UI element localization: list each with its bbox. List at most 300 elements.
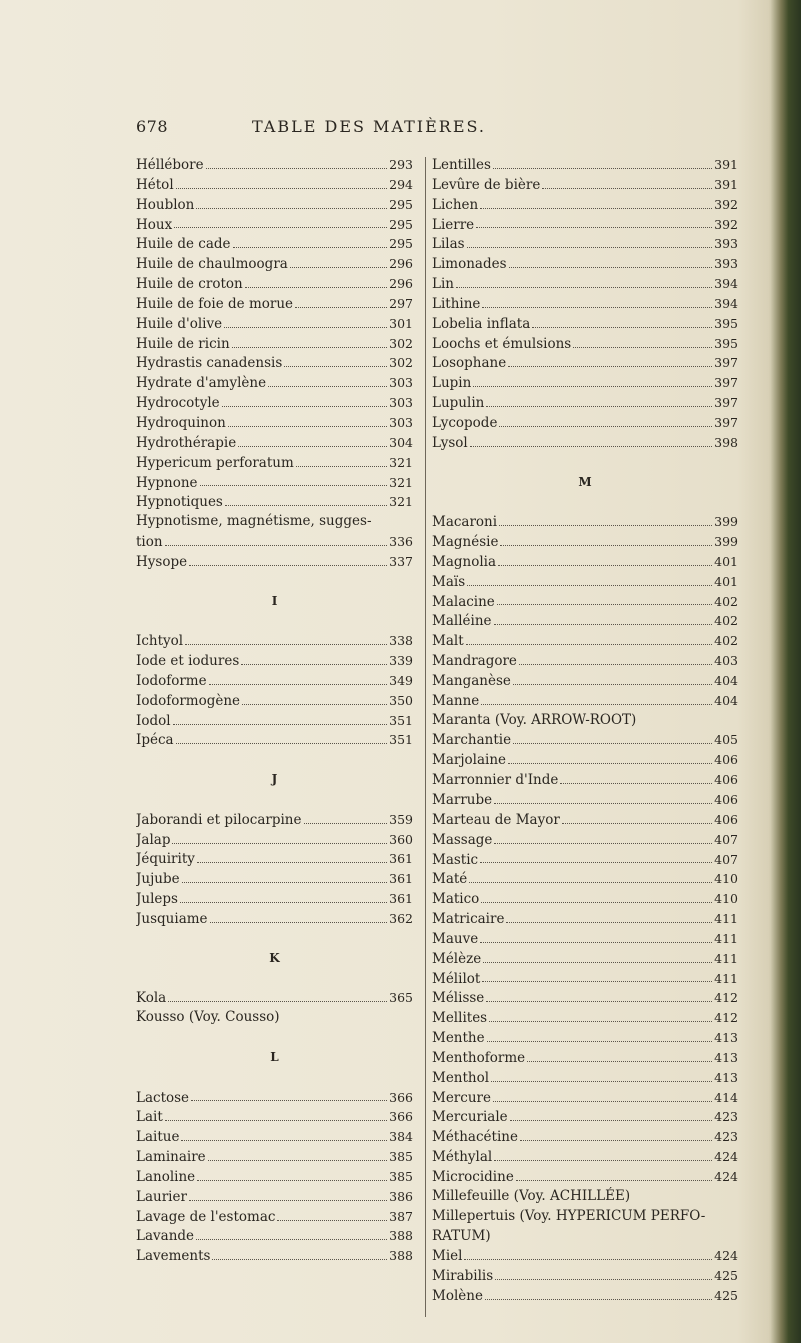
entry-page-number: 403	[714, 653, 738, 669]
entry-term: Huile de chaulmoogra	[136, 256, 288, 273]
index-entry	[136, 849, 413, 869]
entry-page-number: 424	[714, 1248, 738, 1264]
entry-page-number: 397	[714, 355, 738, 371]
entry-term: Jalap	[136, 831, 171, 848]
dot-leader	[493, 168, 712, 169]
entry-term: Molène	[432, 1288, 483, 1305]
dot-leader	[200, 485, 388, 486]
dot-leader	[513, 684, 712, 685]
entry-term: Kousso (Voy. Cousso)	[136, 1009, 280, 1026]
index-entry	[136, 413, 413, 433]
entry-term: Marchantie	[432, 732, 512, 749]
dot-leader	[498, 565, 712, 566]
dot-leader	[562, 823, 712, 824]
index-entry	[136, 512, 413, 532]
entry-page-number: 404	[714, 692, 738, 708]
index-entry	[432, 215, 738, 235]
dot-leader	[520, 1140, 712, 1141]
entry-page-number: 296	[389, 276, 413, 292]
entry-term: Mélisse	[432, 990, 485, 1007]
entry-page-number: 424	[714, 1149, 738, 1165]
dot-leader	[165, 545, 388, 546]
entry-page-number: 303	[389, 375, 413, 391]
index-entry	[432, 1127, 738, 1147]
entry-page-number: 410	[714, 891, 738, 907]
dot-leader	[181, 1140, 387, 1141]
entry-page-number: 397	[714, 375, 738, 391]
dot-leader	[485, 1299, 712, 1300]
entry-term: Marjolaine	[432, 752, 507, 769]
entry-term: Lavande	[136, 1228, 195, 1245]
entry-page-number: 411	[714, 911, 738, 927]
index-entry	[432, 592, 738, 612]
dot-leader	[486, 1001, 712, 1002]
entry-term: Lentilles	[432, 157, 491, 173]
index-entry	[136, 453, 413, 473]
dot-leader	[480, 208, 712, 209]
section-letter: L	[270, 1050, 279, 1065]
dot-leader	[268, 386, 387, 387]
dot-leader	[489, 1021, 712, 1022]
entry-term: Menthe	[432, 1030, 485, 1047]
dot-leader	[295, 307, 387, 308]
entry-term: Méthylal	[432, 1149, 493, 1166]
dot-leader	[176, 743, 388, 744]
index-entry	[136, 1008, 413, 1028]
dot-leader	[232, 347, 387, 348]
entry-page-number: 406	[714, 772, 738, 788]
entry-page-number: 386	[389, 1188, 413, 1204]
dot-leader	[172, 843, 387, 844]
entry-term: Hydroquinon	[136, 414, 226, 431]
index-entry	[136, 651, 413, 671]
dot-leader	[191, 1100, 387, 1101]
entry-term: Mercuriale	[432, 1109, 508, 1126]
entry-term: Hypnotiques	[136, 494, 223, 511]
entry-term: Lin	[432, 276, 454, 293]
entry-term: Jaborandi et pilocarpine	[136, 811, 302, 828]
index-entry	[432, 373, 738, 393]
entry-page-number: 412	[714, 1010, 738, 1026]
entry-page-number: 397	[714, 395, 738, 411]
entry-page-number: 296	[389, 256, 413, 272]
entry-term: Hydrastis canadensis	[136, 355, 283, 372]
index-entry	[136, 334, 413, 354]
index-entry	[432, 155, 738, 175]
entry-term: Hysope	[136, 553, 188, 570]
index-entry	[432, 651, 738, 671]
index-entry	[432, 413, 738, 433]
index-entry	[136, 294, 413, 314]
entry-term: Menthoforme	[432, 1049, 526, 1066]
entry-page-number: 321	[389, 494, 413, 510]
index-entry	[432, 830, 738, 850]
entry-term: Lactose	[136, 1089, 190, 1106]
column-divider	[425, 157, 426, 1317]
index-entry	[432, 691, 738, 711]
index-entry	[432, 1266, 738, 1286]
entry-page-number: 410	[714, 871, 738, 887]
entry-term: Malléine	[432, 613, 492, 630]
entry-term: Huile de foie de morue	[136, 295, 294, 312]
index-entry	[432, 1167, 738, 1187]
index-entry	[432, 512, 738, 532]
index-entry	[432, 611, 738, 631]
entry-term: Huile d'olive	[136, 315, 223, 332]
entry-page-number: 406	[714, 811, 738, 827]
entry-page-number: 399	[714, 534, 738, 549]
dot-leader	[499, 525, 712, 526]
index-entry	[432, 1008, 738, 1028]
index-entry	[432, 711, 738, 731]
entry-page-number: 388	[389, 1248, 413, 1264]
entry-page-number: 405	[714, 732, 738, 748]
dot-leader	[304, 823, 388, 824]
entry-term: Hydrothérapie	[136, 434, 237, 451]
index-entry	[136, 671, 413, 691]
entry-page-number: 402	[714, 593, 738, 609]
dot-leader	[480, 942, 712, 943]
entry-term: Laurier	[136, 1188, 187, 1205]
dot-leader	[500, 545, 712, 546]
entry-page-number: 303	[389, 395, 413, 411]
entry-term: Miel	[432, 1248, 463, 1265]
entry-page-number: 360	[389, 831, 413, 847]
entry-page-number: 293	[389, 157, 413, 172]
dot-leader	[482, 307, 712, 308]
index-entry	[432, 1207, 738, 1227]
index-entry	[136, 353, 413, 373]
dot-leader	[573, 347, 712, 348]
index-entry	[136, 1207, 413, 1227]
dot-leader	[487, 1041, 713, 1042]
entry-page-number: 411	[714, 970, 738, 986]
entry-page-number: 365	[389, 990, 413, 1006]
entry-term: Microcidine	[432, 1169, 514, 1185]
entry-term: Mélèze	[432, 950, 482, 967]
entry-term: Mauve	[432, 930, 479, 947]
index-entry	[432, 810, 738, 830]
index-entry	[136, 1187, 413, 1207]
entry-page-number: 361	[389, 871, 413, 887]
entry-page-number: 302	[389, 335, 413, 351]
entry-term: Menthol	[432, 1069, 490, 1086]
dot-leader	[486, 406, 712, 407]
entry-page-number: 302	[389, 355, 413, 371]
entry-page-number: 394	[714, 276, 738, 292]
index-entry	[432, 1227, 738, 1247]
index-entry	[136, 988, 413, 1008]
index-entry	[432, 1048, 738, 1068]
index-entry	[136, 234, 413, 254]
index-entry	[432, 750, 738, 770]
index-entry	[432, 314, 738, 334]
entry-term: RATUM)	[432, 1227, 491, 1244]
dot-leader	[456, 287, 712, 288]
entry-term: Massage	[432, 831, 493, 848]
entry-page-number: 321	[389, 474, 413, 490]
index-entry	[432, 353, 738, 373]
dot-leader	[508, 763, 712, 764]
entry-term: Iodoforme	[136, 672, 207, 689]
entry-page-number: 391	[714, 157, 738, 172]
dot-leader	[495, 1279, 712, 1280]
section-letter: J	[271, 772, 278, 787]
entry-term: Huile de croton	[136, 276, 243, 293]
entry-term: Kola	[136, 990, 167, 1007]
index-entry	[432, 572, 738, 592]
entry-term: Hydrate d'amylène	[136, 375, 267, 392]
dot-leader	[196, 208, 387, 209]
dot-leader	[241, 664, 387, 665]
entry-page-number: 295	[389, 216, 413, 232]
dot-leader	[469, 882, 712, 883]
index-entry	[136, 1167, 413, 1187]
entry-term: Millefeuille (Voy. ACHILLÉE)	[432, 1187, 631, 1204]
dot-leader	[476, 227, 712, 228]
index-entry	[432, 1088, 738, 1108]
dot-leader	[527, 1061, 712, 1062]
dot-leader	[197, 1180, 387, 1181]
entry-term: Huile de cade	[136, 236, 231, 253]
index-entry	[136, 830, 413, 850]
entry-term: Héllébore	[136, 157, 204, 173]
dot-leader	[284, 366, 387, 367]
entry-term: Maïs	[432, 573, 466, 590]
index-entry	[432, 1187, 738, 1207]
index-entry	[432, 254, 738, 274]
dot-leader	[296, 466, 387, 467]
index-entry	[432, 988, 738, 1008]
entry-term: Mélilot	[432, 970, 481, 987]
index-entry	[432, 969, 738, 989]
dot-leader	[467, 585, 712, 586]
entry-page-number: 414	[714, 1089, 738, 1105]
index-entry	[432, 1107, 738, 1127]
dot-leader	[506, 922, 712, 923]
entry-page-number: 351	[389, 712, 413, 728]
entry-page-number: 295	[389, 196, 413, 212]
index-entry	[136, 473, 413, 493]
dot-leader	[210, 922, 388, 923]
entry-page-number: 361	[389, 851, 413, 867]
index-entry	[136, 869, 413, 889]
entry-term: Loochs et émulsions	[432, 335, 572, 352]
dot-leader	[464, 1259, 712, 1260]
dot-leader	[491, 1081, 712, 1082]
entry-term: Magnésie	[432, 534, 499, 550]
entry-term: Iode et iodures	[136, 653, 240, 670]
dot-leader	[277, 1220, 387, 1221]
dot-leader	[466, 644, 713, 645]
index-entry	[136, 909, 413, 929]
entry-page-number: 397	[714, 414, 738, 430]
index-entry	[432, 929, 738, 949]
index-entry	[136, 215, 413, 235]
dot-leader	[473, 386, 712, 387]
index-column-right	[432, 155, 738, 1306]
entry-term: Iodol	[136, 712, 171, 729]
dot-leader	[513, 743, 712, 744]
entry-term: Levûre de bière	[432, 176, 541, 193]
entry-page-number: 423	[714, 1109, 738, 1125]
entry-term: Jusquiame	[136, 911, 208, 927]
index-entry	[432, 195, 738, 215]
entry-term: tion	[136, 534, 163, 551]
dot-leader	[481, 704, 712, 705]
index-entry	[136, 393, 413, 413]
index-entry	[432, 671, 738, 691]
index-column-left	[136, 155, 413, 1266]
index-entry	[432, 1028, 738, 1048]
entry-page-number: 303	[389, 414, 413, 430]
index-entry	[432, 1068, 738, 1088]
index-entry	[432, 552, 738, 572]
entry-term: Mellites	[432, 1010, 488, 1027]
entry-term: Méthacétine	[432, 1129, 518, 1146]
dot-leader	[197, 862, 387, 863]
dot-leader	[189, 565, 387, 566]
entry-term: Mandragore	[432, 653, 517, 670]
entry-page-number: 361	[389, 891, 413, 907]
index-entry	[432, 730, 738, 750]
entry-page-number: 336	[389, 534, 413, 550]
entry-term: Millepertuis (Voy. HYPERICUM PERFO-	[432, 1207, 706, 1224]
section-letter: M	[578, 474, 592, 489]
entry-term: Marrube	[432, 791, 493, 808]
entry-page-number: 388	[389, 1228, 413, 1244]
entry-page-number: 350	[389, 692, 413, 708]
entry-term: Ichtyol	[136, 633, 184, 650]
index-entry	[432, 889, 738, 909]
index-entry	[136, 1147, 413, 1167]
dot-leader	[516, 1180, 712, 1181]
section-letter: K	[269, 950, 280, 965]
index-entry	[136, 1226, 413, 1246]
section-letter: I	[271, 593, 278, 608]
entry-page-number: 359	[389, 811, 413, 827]
index-entry	[432, 393, 738, 413]
entry-term: Laminaire	[136, 1149, 206, 1166]
index-entry	[432, 909, 738, 929]
index-entry	[432, 175, 738, 195]
entry-page-number: 425	[714, 1268, 738, 1284]
dot-leader	[225, 505, 387, 506]
index-entry	[432, 631, 738, 651]
entry-page-number: 404	[714, 672, 738, 688]
entry-term: Limonades	[432, 256, 507, 273]
entry-term: Lavage de l'estomac	[136, 1208, 276, 1225]
entry-page-number: 349	[389, 672, 413, 688]
dot-leader	[189, 1200, 387, 1201]
entry-page-number: 393	[714, 256, 738, 272]
entry-term: Huile de ricin	[136, 335, 230, 352]
entry-page-number: 366	[389, 1089, 413, 1105]
running-head: TABLE DES MATIÈRES.	[252, 117, 486, 136]
entry-page-number: 393	[714, 236, 738, 252]
entry-term: Malacine	[432, 593, 495, 610]
entry-page-number: 423	[714, 1129, 738, 1145]
index-entry	[136, 492, 413, 512]
dot-leader	[509, 267, 713, 268]
entry-page-number: 401	[714, 553, 738, 569]
index-entry	[432, 1246, 738, 1266]
index-entry	[136, 631, 413, 651]
entry-page-number: 398	[714, 434, 738, 450]
entry-term: Laitue	[136, 1129, 180, 1146]
index-entry	[136, 1246, 413, 1266]
index-entry	[432, 433, 738, 453]
dot-leader	[222, 406, 387, 407]
dot-leader	[494, 843, 712, 844]
index-entry	[136, 274, 413, 294]
entry-term: Hypericum perforatum	[136, 454, 294, 471]
dot-leader	[480, 862, 712, 863]
entry-term: Marteau de Mayor	[432, 811, 560, 828]
entry-page-number: 401	[714, 573, 738, 589]
entry-page-number: 406	[714, 791, 738, 807]
index-entry	[136, 730, 413, 750]
index-entry	[136, 810, 413, 830]
entry-term: Mastic	[432, 851, 479, 868]
index-entry	[136, 155, 413, 175]
dot-leader	[238, 446, 387, 447]
entry-page-number: 321	[389, 454, 413, 470]
dot-leader	[182, 882, 388, 883]
dot-leader	[224, 327, 387, 328]
entry-page-number: 337	[389, 553, 413, 569]
entry-term: Manne	[432, 692, 480, 709]
dot-leader	[168, 1001, 387, 1002]
dot-leader	[497, 604, 712, 605]
dot-leader	[481, 902, 712, 903]
dot-leader	[467, 247, 713, 248]
entry-term: Lithine	[432, 295, 481, 312]
index-entry	[432, 532, 738, 552]
dot-leader	[510, 1120, 712, 1121]
entry-page-number: 412	[714, 990, 738, 1006]
entry-page-number: 392	[714, 216, 738, 232]
entry-term: Hypnone	[136, 474, 198, 491]
entry-term: Houx	[136, 216, 173, 233]
page-number: 678	[136, 117, 169, 136]
binding-edge-shadow	[770, 0, 801, 1343]
entry-term: Lobelia inflata	[432, 315, 531, 332]
entry-term: Lierre	[432, 216, 475, 233]
entry-term: Lavements	[136, 1248, 211, 1265]
index-entry	[136, 711, 413, 731]
entry-page-number: 385	[389, 1168, 413, 1184]
entry-page-number: 394	[714, 295, 738, 311]
entry-term: Lilas	[432, 236, 465, 253]
entry-page-number: 407	[714, 831, 738, 847]
entry-page-number: 399	[714, 514, 738, 530]
entry-page-number: 411	[714, 950, 738, 966]
dot-leader	[560, 783, 712, 784]
entry-page-number: 294	[389, 176, 413, 192]
entry-page-number: 413	[714, 1030, 738, 1046]
dot-leader	[519, 664, 712, 665]
entry-page-number: 413	[714, 1069, 738, 1085]
index-entry	[432, 234, 738, 254]
index-entry	[136, 254, 413, 274]
index-entry	[432, 790, 738, 810]
dot-leader	[173, 724, 388, 725]
entry-term: Hypnotisme, magnétisme, sugges-	[136, 513, 372, 530]
entry-term: Matricaire	[432, 911, 505, 928]
dot-leader	[483, 962, 712, 963]
entry-page-number: 407	[714, 851, 738, 867]
